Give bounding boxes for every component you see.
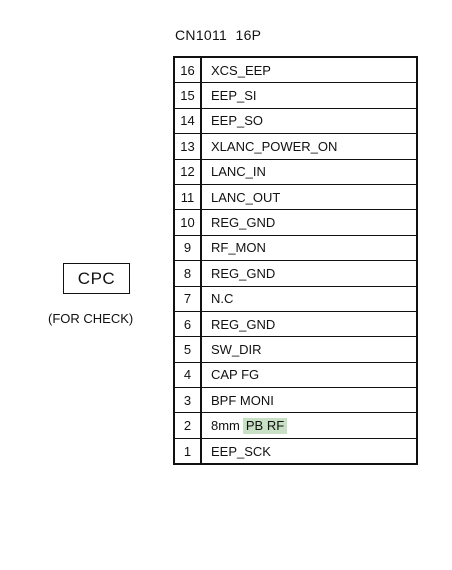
pin-signal-name: SW_DIR — [211, 341, 262, 357]
pin-number: 8 — [174, 261, 201, 286]
pin-row — [174, 159, 417, 184]
pin-row — [174, 438, 417, 464]
pin-row — [174, 413, 417, 438]
pin-signal-name: RF_MON — [211, 240, 266, 256]
cpc-label: CPC — [77, 268, 116, 288]
pin-signal — [201, 159, 417, 184]
pin-row — [174, 388, 417, 413]
pin-signal — [201, 311, 417, 336]
pin-number: 13 — [174, 134, 201, 159]
pin-signal — [201, 184, 417, 209]
pin-signal — [201, 261, 417, 286]
pin-signal — [201, 286, 417, 311]
pin-number: 3 — [174, 388, 201, 413]
pin-signal — [201, 438, 417, 464]
pin-number: 4 — [174, 362, 201, 387]
pin-signal — [201, 388, 417, 413]
pin-signal — [201, 108, 417, 133]
pin-row — [174, 57, 417, 83]
pin-number: 11 — [174, 184, 201, 209]
pin-signal-name: REG_GND — [211, 316, 276, 332]
pin-signal-name: 8mm — [211, 418, 240, 434]
connector-title: CN1011 16P — [175, 27, 262, 43]
pin-signal — [201, 83, 417, 108]
pin-row — [174, 362, 417, 387]
pin-number: 10 — [174, 210, 201, 235]
pin-signal — [201, 413, 417, 438]
pin-signal — [201, 210, 417, 235]
pin-row — [174, 210, 417, 235]
pin-number: 6 — [174, 311, 201, 336]
pin-number: 7 — [174, 286, 201, 311]
pin-row — [174, 134, 417, 159]
pin-signal-name: XLANC_POWER_ON — [211, 138, 338, 154]
pin-row — [174, 83, 417, 108]
pin-signal — [201, 362, 417, 387]
pin-signal-name: LANC_OUT — [211, 189, 281, 205]
pin-number: 15 — [174, 83, 201, 108]
pin-row — [174, 184, 417, 209]
pin-number: 9 — [174, 235, 201, 260]
pin-row — [174, 286, 417, 311]
pin-number: 1 — [174, 438, 201, 464]
pin-signal-name: EEP_SI — [211, 88, 257, 104]
pin-signal-name: REG_GND — [211, 215, 276, 231]
pin-number: 5 — [174, 337, 201, 362]
cpc-box — [63, 263, 130, 294]
pin-rows — [174, 57, 417, 464]
cpc-note: (FOR CHECK) — [48, 311, 134, 326]
pin-signal-name: EEP_SCK — [211, 443, 271, 459]
pin-signal-name: N.C — [211, 291, 234, 307]
pin-signal-name: XCS_EEP — [211, 62, 271, 78]
pin-signal — [201, 57, 417, 83]
pin-signal — [201, 337, 417, 362]
connector-pin-table — [173, 56, 418, 465]
pin-row — [174, 261, 417, 286]
pin-signal-name: REG_GND — [211, 265, 276, 281]
pin-signal — [201, 235, 417, 260]
pin-row — [174, 235, 417, 260]
pin-signal — [201, 134, 417, 159]
pin-signal-name: BPF MONI — [211, 392, 274, 408]
pin-signal-highlight: PB RF — [243, 418, 287, 434]
pin-signal-name: LANC_IN — [211, 164, 266, 180]
pin-row — [174, 108, 417, 133]
pin-number: 14 — [174, 108, 201, 133]
pin-row — [174, 337, 417, 362]
pin-number: 16 — [174, 57, 201, 83]
pin-number: 2 — [174, 413, 201, 438]
pin-signal-name: EEP_SO — [211, 113, 264, 129]
pin-signal-name: CAP FG — [211, 367, 260, 383]
pin-row — [174, 311, 417, 336]
pin-number: 12 — [174, 159, 201, 184]
